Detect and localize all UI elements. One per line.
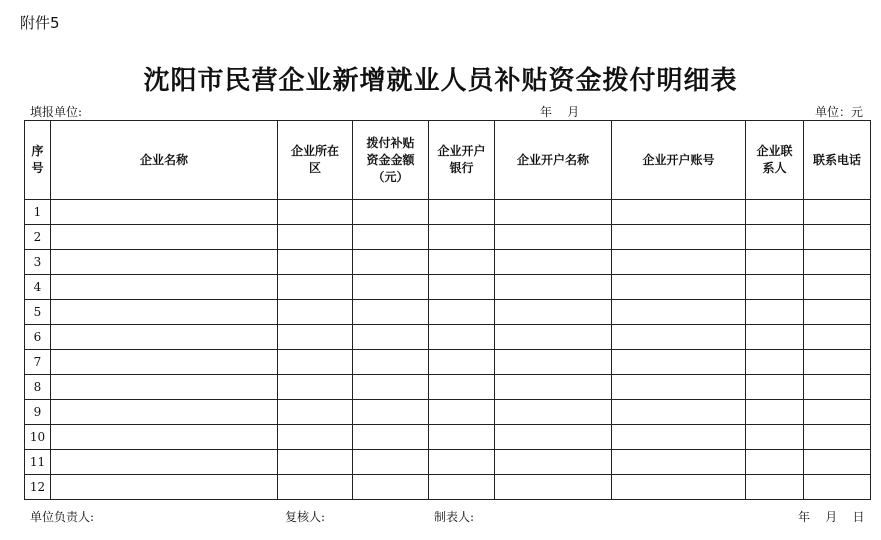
table-cell[interactable] xyxy=(51,400,278,425)
table-cell[interactable] xyxy=(612,225,746,250)
table-cell[interactable] xyxy=(51,250,278,275)
table-row xyxy=(25,325,871,350)
table-cell[interactable] xyxy=(278,475,353,500)
table-cell[interactable] xyxy=(746,225,804,250)
table-cell[interactable] xyxy=(278,225,353,250)
col-header-district: 企业所在区 xyxy=(278,121,353,200)
table-cell[interactable] xyxy=(612,325,746,350)
table-cell[interactable] xyxy=(804,275,871,300)
table-cell[interactable] xyxy=(278,200,353,225)
table-cell[interactable] xyxy=(746,325,804,350)
table-cell[interactable] xyxy=(804,225,871,250)
page-title: 沈阳市民营企业新增就业人员补贴资金拨付明细表 xyxy=(143,66,738,96)
table-cell[interactable] xyxy=(495,225,612,250)
row-index: 8 xyxy=(25,375,51,400)
year-month-label: 年 月 xyxy=(540,105,580,119)
table-cell[interactable] xyxy=(495,325,612,350)
table-cell[interactable] xyxy=(746,250,804,275)
row-index: 7 xyxy=(25,350,51,375)
footer-date: 年 月 日 xyxy=(798,510,865,524)
col-header-bank: 企业开户银行 xyxy=(429,121,495,200)
row-index: 1 xyxy=(25,200,51,225)
table-row xyxy=(25,350,871,375)
table-cell[interactable] xyxy=(612,425,746,450)
table-cell[interactable] xyxy=(612,450,746,475)
table-cell[interactable] xyxy=(353,225,429,250)
row-index: 3 xyxy=(25,250,51,275)
table-row xyxy=(25,300,871,325)
table-row xyxy=(25,475,871,500)
table-cell[interactable] xyxy=(429,250,495,275)
table-row xyxy=(25,225,871,250)
table-cell[interactable] xyxy=(804,450,871,475)
table-cell[interactable] xyxy=(746,300,804,325)
row-index: 9 xyxy=(25,400,51,425)
table-cell[interactable] xyxy=(495,450,612,475)
table-cell[interactable] xyxy=(804,300,871,325)
table-cell[interactable] xyxy=(804,475,871,500)
table-cell[interactable] xyxy=(429,300,495,325)
table-cell[interactable] xyxy=(429,275,495,300)
table-cell[interactable] xyxy=(495,275,612,300)
subsidy-table xyxy=(24,120,871,500)
table-cell[interactable] xyxy=(278,375,353,400)
table-cell[interactable] xyxy=(612,275,746,300)
table-cell[interactable] xyxy=(804,200,871,225)
table-cell[interactable] xyxy=(51,350,278,375)
row-index: 12 xyxy=(25,475,51,500)
table-cell[interactable] xyxy=(804,400,871,425)
table-cell[interactable] xyxy=(612,475,746,500)
table-cell[interactable] xyxy=(746,400,804,425)
table-cell[interactable] xyxy=(278,400,353,425)
table-cell[interactable] xyxy=(804,350,871,375)
table-cell[interactable] xyxy=(495,250,612,275)
table-cell[interactable] xyxy=(612,250,746,275)
table-cell[interactable] xyxy=(612,200,746,225)
table-cell[interactable] xyxy=(51,375,278,400)
table-cell[interactable] xyxy=(278,425,353,450)
table-cell[interactable] xyxy=(51,300,278,325)
table-cell[interactable] xyxy=(746,350,804,375)
table-cell[interactable] xyxy=(51,225,278,250)
table-cell[interactable] xyxy=(495,425,612,450)
table-row xyxy=(25,275,871,300)
footer-reviewer: 复核人: xyxy=(285,510,326,524)
table-cell[interactable] xyxy=(429,325,495,350)
table-cell[interactable] xyxy=(51,275,278,300)
col-header-contact: 企业联系人 xyxy=(746,121,804,200)
table-cell[interactable] xyxy=(429,225,495,250)
table-cell[interactable] xyxy=(746,450,804,475)
col-header-index: 序号 xyxy=(25,121,51,200)
row-index: 2 xyxy=(25,225,51,250)
table-cell[interactable] xyxy=(495,375,612,400)
table-cell[interactable] xyxy=(429,400,495,425)
table-cell[interactable] xyxy=(429,425,495,450)
table-cell[interactable] xyxy=(495,350,612,375)
table-cell[interactable] xyxy=(612,400,746,425)
table-cell[interactable] xyxy=(429,350,495,375)
table-cell[interactable] xyxy=(51,325,278,350)
table-cell[interactable] xyxy=(429,375,495,400)
table-cell[interactable] xyxy=(612,350,746,375)
table-cell[interactable] xyxy=(746,425,804,450)
table-cell[interactable] xyxy=(51,425,278,450)
row-index: 6 xyxy=(25,325,51,350)
row-index: 11 xyxy=(25,450,51,475)
table-cell[interactable] xyxy=(495,300,612,325)
table-cell[interactable] xyxy=(746,475,804,500)
table-body xyxy=(25,200,871,500)
table-cell[interactable] xyxy=(804,325,871,350)
table-row xyxy=(25,375,871,400)
table-cell[interactable] xyxy=(353,250,429,275)
table-cell[interactable] xyxy=(353,375,429,400)
col-header-amount: 拨付补贴资金金额（元） xyxy=(353,121,429,200)
table-cell[interactable] xyxy=(612,375,746,400)
table-row xyxy=(25,400,871,425)
table-cell[interactable] xyxy=(429,200,495,225)
table-cell[interactable] xyxy=(804,425,871,450)
row-index: 10 xyxy=(25,425,51,450)
table-cell[interactable] xyxy=(353,300,429,325)
col-header-account-name: 企业开户名称 xyxy=(495,121,612,200)
table-cell[interactable] xyxy=(278,350,353,375)
table-cell[interactable] xyxy=(278,275,353,300)
table-cell[interactable] xyxy=(804,375,871,400)
table-cell[interactable] xyxy=(746,375,804,400)
table-cell[interactable] xyxy=(495,400,612,425)
table-row xyxy=(25,200,871,225)
table-cell[interactable] xyxy=(353,400,429,425)
table-cell[interactable] xyxy=(278,300,353,325)
col-header-phone: 联系电话 xyxy=(804,121,871,200)
table-cell[interactable] xyxy=(51,475,278,500)
table-cell[interactable] xyxy=(612,300,746,325)
table-row xyxy=(25,250,871,275)
table-cell[interactable] xyxy=(353,350,429,375)
fill-unit-label: 填报单位: xyxy=(30,105,83,119)
footer-responsible: 单位负责人: xyxy=(30,510,95,524)
table-cell[interactable] xyxy=(495,475,612,500)
row-index: 5 xyxy=(25,300,51,325)
table-cell[interactable] xyxy=(353,275,429,300)
table-cell[interactable] xyxy=(353,425,429,450)
table-cell[interactable] xyxy=(495,200,612,225)
table-cell[interactable] xyxy=(429,475,495,500)
table-cell[interactable] xyxy=(746,200,804,225)
table-cell[interactable] xyxy=(278,250,353,275)
table-cell[interactable] xyxy=(353,200,429,225)
table-cell[interactable] xyxy=(353,475,429,500)
table-row xyxy=(25,425,871,450)
table-cell[interactable] xyxy=(353,450,429,475)
table-cell[interactable] xyxy=(353,325,429,350)
unit-label: 单位：元 xyxy=(814,105,863,119)
attachment-label: 附件5 xyxy=(20,14,60,32)
table-cell[interactable] xyxy=(278,325,353,350)
table-row xyxy=(25,450,871,475)
table-cell[interactable] xyxy=(746,275,804,300)
table-cell[interactable] xyxy=(278,450,353,475)
table-cell[interactable] xyxy=(804,250,871,275)
table-cell[interactable] xyxy=(51,200,278,225)
table-cell[interactable] xyxy=(51,450,278,475)
footer-preparer: 制表人: xyxy=(434,510,475,524)
table-cell[interactable] xyxy=(429,450,495,475)
col-header-company-name: 企业名称 xyxy=(51,121,278,200)
col-header-account-number: 企业开户账号 xyxy=(612,121,746,200)
row-index: 4 xyxy=(25,275,51,300)
table-header-row xyxy=(25,121,871,200)
